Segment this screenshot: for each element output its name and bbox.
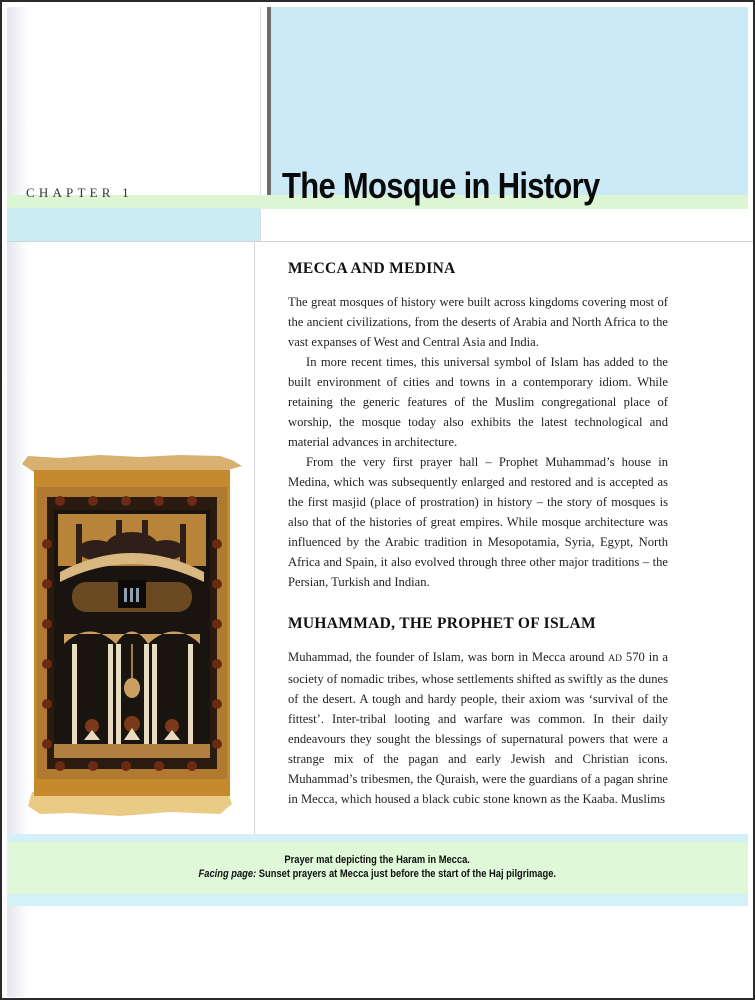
caption-text: Sunset prayers at Mecca just before the start of the Haj pilgrimage. <box>256 868 557 880</box>
section-mecca-medina <box>288 260 668 592</box>
text-run: 570 in a society of nomadic tribes, whose settlements shifted as swiftly as the dunes of the desert. A tough and hardy people, their axiom was ‘survival of the fittest’. Inter-tribal looting and warfare was common. In their daily endeavours they sought the blessings of supernatural powers that were a strange mix of the pagan and early Jewish and Christian icons. Muhammad’s tribesmen, the Quraish, were the guardians of a pagan shrine in Mecca, which housed a black cubic stone known as the Kaaba. Muslims <box>288 650 669 806</box>
header-rule <box>7 241 753 242</box>
caption-line-2 <box>199 867 556 881</box>
caption-label: Facing page: <box>198 868 257 880</box>
figure-caption <box>7 853 748 881</box>
main-text-column <box>288 260 668 809</box>
paragraph: The great mosques of history were built across kingdoms covering most of the ancient civilizations, from the deserts of Arabia and North Africa to the vast expanses of West and Central Asia and India. <box>288 295 668 349</box>
section-heading: MECCA AND MEDINA <box>288 260 456 277</box>
column-divider <box>254 242 255 834</box>
era-smallcaps: AD <box>608 654 622 664</box>
page-title: The Mosque in History <box>282 165 600 206</box>
book-page <box>2 2 753 998</box>
text-run: Muhammad, the founder of Islam, was born in Mecca around <box>288 650 609 664</box>
title-accent-bar <box>267 7 271 200</box>
paragraph: In more recent times, this universal symbol of Islam has added to the built environment of cities and towns in a contemporary idiom. While retaining the generic features of the Muslim congregational place of worship, the mosque today also exhibits the latest technological and material advances in architecture. <box>288 355 668 449</box>
prayer-rug-image <box>20 454 245 819</box>
prayer-rug-icon <box>20 454 245 819</box>
section-heading: MUHAMMAD, THE PROPHET OF ISLAM <box>288 615 596 632</box>
chapter-label: CHAPTER 1 <box>26 185 133 200</box>
caption-line-1: Prayer mat depicting the Haram in Mecca. <box>284 854 471 866</box>
section-muhammad <box>288 615 668 809</box>
paragraph <box>288 647 668 809</box>
left-blue-block <box>7 208 260 241</box>
paragraph: From the very first prayer hall – Prophet Muhammad’s house in Medina, which was subsequently enlarged and restored and is accepted as the first masjid (place of prostration) in history – the story of mosques is also that of the histories of great empires. While mosque architecture was influenced by the Arabic tradition in Mesopotamia, Syria, Egypt, North Africa and Spain, it also evolved through three other major traditions – the Persian, Turkish and Indian. <box>288 455 668 589</box>
